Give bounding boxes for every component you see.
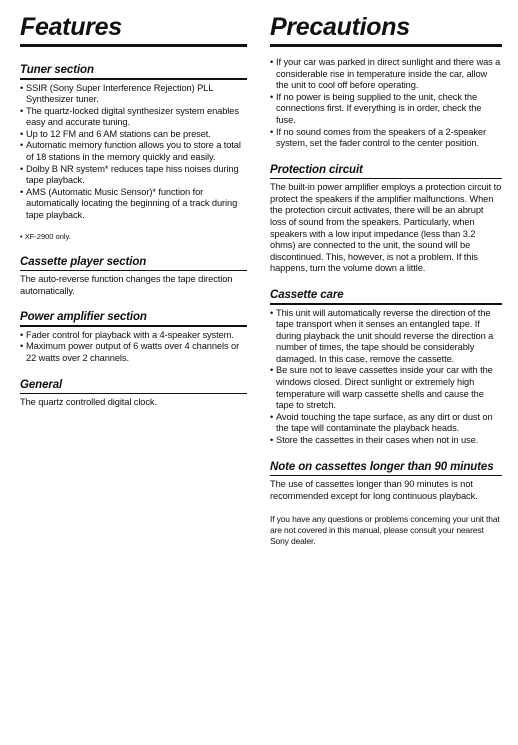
cassette-care-bullet: • Store the cassettes in their cases when not in use. (270, 435, 502, 447)
protection-circuit-heading: Protection circuit (270, 163, 363, 176)
features-title: Features (20, 13, 122, 41)
general-section (20, 378, 247, 409)
cassette-care-bullet: • Avoid touching the tape surface, as any dirt or dust on the tape will contaminate the playback heads. (270, 412, 502, 435)
long-cassettes-text: The use of cassettes longer than 90 minutes is not recommended except for long continuous playback. (270, 479, 478, 501)
features-column (20, 0, 247, 409)
long-cassettes-rule (270, 475, 502, 477)
long-cassettes-section (270, 460, 502, 503)
cassette-care-bullet: • Be sure not to leave cassettes inside your car with the windows closed. Direct sunlight or extremely high temperature will warp cassette shells and cause the tape to stretch. (270, 365, 502, 411)
cassette-player-rule (20, 270, 247, 272)
power-amplifier-bullet-list (20, 330, 247, 365)
precaution-bullet: • If no sound comes from the speakers of a 2-speaker system, set the fader control to the center position. (270, 127, 502, 150)
features-title-rule (20, 44, 247, 47)
precaution-bullet: • If no power is being supplied to the unit, check the connections first. If everything is in order, check the fuse. (270, 92, 502, 127)
tuner-bullet: • SSIR (Sony Super Interference Rejection) PLL Synthesizer tuner. (20, 83, 247, 106)
tuner-bullet: • Automatic memory function allows you to store a total of 18 stations in the memory quickly and easily. (20, 140, 247, 163)
precautions-title-rule (270, 44, 502, 47)
precautions-title: Precautions (270, 13, 410, 41)
cassette-care-bullet: • This unit will automatically reverse the direction of the tape transport when it senses an entangled tape. If during playback the unit should reverse the direction a number of times, the tape should be considerably damaged. In this case, remove the cassette. (270, 308, 502, 366)
protection-circuit-section (270, 163, 502, 275)
precautions-bullet-list (270, 57, 502, 150)
tuner-section (20, 63, 247, 242)
cassette-player-section (20, 255, 247, 298)
power-amplifier-rule (20, 325, 247, 327)
power-amplifier-heading: Power amplifier section (20, 311, 147, 324)
cassette-player-text: The auto-reverse function changes the tape direction automatically. (20, 274, 233, 296)
tuner-section-heading: Tuner section (20, 64, 94, 76)
tuner-bullet-list (20, 83, 247, 222)
cassette-care-section (270, 288, 502, 447)
power-amplifier-bullet: • Maximum power output of 6 watts over 4 channels or 22 watts over 2 channels. (20, 341, 247, 364)
tuner-bullet: • Up to 12 FM and 6 AM stations can be preset. (20, 129, 247, 141)
tuner-bullet: • Dolby B NR system* reduces tape hiss noises during tape playback. (20, 164, 247, 187)
cassette-player-heading: Cassette player section (20, 255, 147, 268)
general-heading: General (20, 378, 63, 391)
tuner-section-rule (20, 78, 247, 80)
cassette-care-rule (270, 303, 502, 305)
precautions-column (270, 0, 502, 546)
general-rule (20, 393, 247, 395)
protection-circuit-text: The built-in power amplifier employs a protection circuit to protect the speakers if the amplifier malfunctions. When the protection circuit activates, there will be an abrupt loss of sound from the speakers. Particularly, when speakers with a low input impedance (less than 3.2 ohms) are connected to the unit, the sound will be discontinued. This, however, is not a problem. If this happens, turn the volume down a little. (270, 182, 502, 274)
precaution-bullet: • If your car was parked in direct sunlight and there was a considerable rise in temperature inside the car, allow the unit to cool off before operating. (270, 57, 502, 92)
tuner-bullet: • The quartz-locked digital synthesizer system enables easy and accurate tuning. (20, 106, 247, 129)
general-text: The quartz controlled digital clock. (20, 397, 157, 408)
cassette-care-heading: Cassette care (270, 289, 344, 301)
contact-note: If you have any questions or problems concerning your unit that are not covered in this manual, please consult your nearest Sony dealer. (270, 514, 500, 546)
long-cassettes-heading: Note on cassettes longer than 90 minutes (270, 460, 494, 473)
tuner-bullet: • AMS (Automatic Music Sensor)* function for automatically locating the beginning of a track during tape playback. (20, 187, 247, 222)
protection-circuit-rule (270, 178, 502, 180)
cassette-care-bullet-list (270, 308, 502, 447)
tuner-footnote: • XF-2900 only. (20, 231, 71, 241)
power-amplifier-section (20, 310, 247, 364)
power-amplifier-bullet: • Fader control for playback with a 4-speaker system. (20, 330, 247, 342)
